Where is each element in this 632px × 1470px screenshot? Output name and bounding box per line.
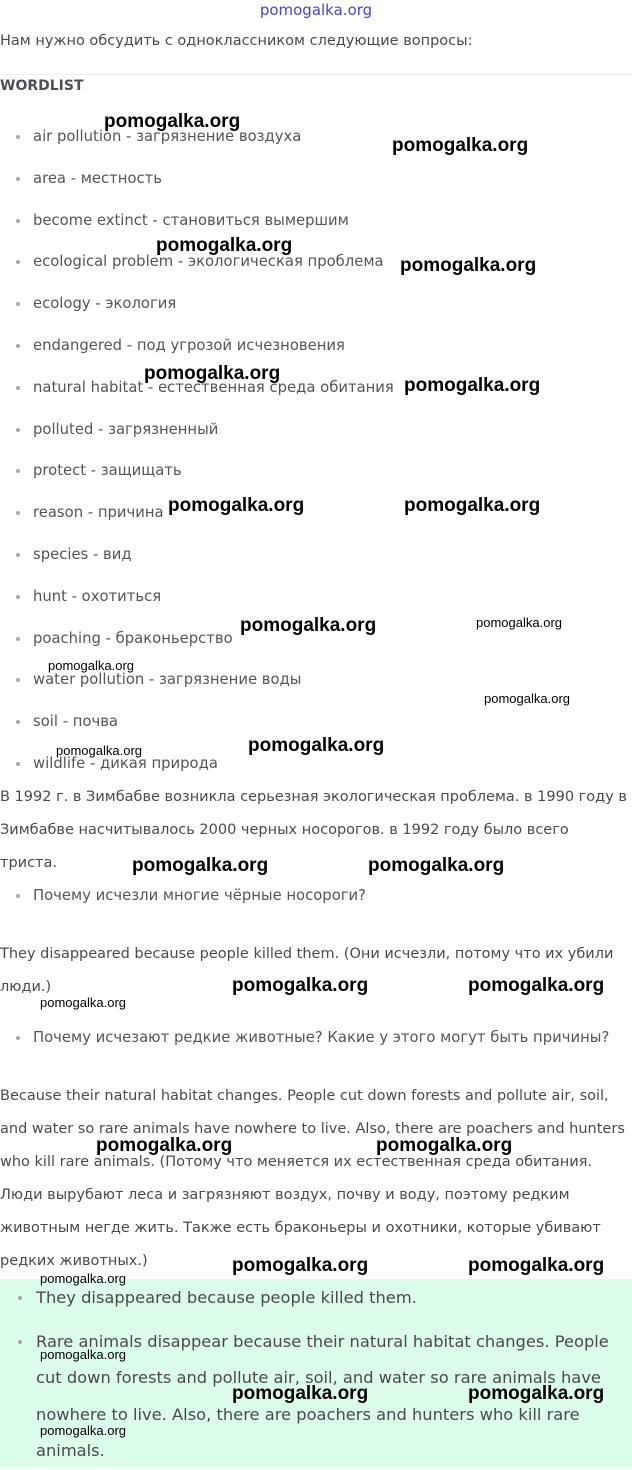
bullet-icon bbox=[16, 260, 20, 264]
watermark: pomogalka.org bbox=[168, 495, 305, 516]
list-item bbox=[0, 201, 632, 243]
watermark: pomogalka.org bbox=[156, 235, 293, 256]
bullet-icon bbox=[16, 511, 20, 515]
divider bbox=[0, 74, 632, 75]
wordlist-item-text: become extinct - становиться вымершим bbox=[33, 211, 349, 229]
wordlist-item-text: area - местность bbox=[33, 169, 162, 187]
answer-summary-list bbox=[0, 1279, 632, 1470]
watermark: pomogalka.org bbox=[232, 975, 369, 996]
wordlist-item-text: wildlife - дикая природа bbox=[33, 754, 218, 772]
watermark: pomogalka.org bbox=[368, 855, 505, 876]
bullet-icon bbox=[16, 720, 20, 724]
wordlist-item-text: ecological problem - экологическая проблема bbox=[33, 253, 384, 271]
list-item bbox=[0, 577, 632, 619]
list-item bbox=[0, 284, 632, 326]
bullet-icon bbox=[16, 302, 20, 306]
bullet-icon bbox=[16, 595, 20, 599]
watermark: pomogalka.org bbox=[484, 691, 570, 706]
watermark: pomogalka.org bbox=[404, 375, 541, 396]
watermark: pomogalka.org bbox=[400, 255, 537, 276]
list-item bbox=[0, 535, 632, 577]
intro-text: Нам нужно обсудить с одноклассником следующие вопросы: bbox=[0, 33, 473, 49]
bullet-icon bbox=[16, 469, 20, 473]
list-item bbox=[0, 242, 632, 284]
watermark: pomogalka.org bbox=[240, 615, 377, 636]
watermark: pomogalka.org bbox=[40, 1347, 126, 1362]
wordlist-item-text: protect - защищать bbox=[33, 462, 182, 480]
wordlist bbox=[0, 117, 632, 786]
list-item bbox=[0, 410, 632, 452]
watermark: pomogalka.org bbox=[40, 995, 126, 1010]
wordlist-item-text: natural habitat - естественная среда обитания bbox=[33, 378, 394, 396]
bullet-icon bbox=[16, 1036, 20, 1040]
bullet-icon bbox=[16, 894, 20, 898]
question-text: Почему исчезли многие чёрные носороги? bbox=[33, 887, 366, 904]
list-item bbox=[0, 117, 632, 159]
question-text: Почему исчезают редкие животные? Какие у этого могут быть причины? bbox=[33, 1029, 610, 1046]
question-item bbox=[0, 886, 632, 906]
answer-paragraph: Because their natural habitat changes. People cut down forests and pollute air, soil, and water so rare animals have nowhere to live. Also, there are poachers and hunters who kill rare animals. (Потому что меняется их естественная среда обитания. Люди вырубают леса и загрязняют воздух, почву и воду, поэтому редким животным негде жить. Также есть браконьеры и охотники, которые убивают редких животных.) bbox=[0, 1088, 625, 1269]
watermark: pomogalka.org bbox=[144, 363, 281, 384]
site-header-link[interactable]: pomogalka.org bbox=[259, 1, 373, 19]
wordlist-item-text: poaching - браконьерство bbox=[33, 629, 233, 647]
watermark: pomogalka.org bbox=[104, 111, 241, 132]
bullet-icon bbox=[16, 219, 20, 223]
watermark: pomogalka.org bbox=[96, 1135, 233, 1156]
watermark: pomogalka.org bbox=[48, 658, 134, 673]
wordlist-heading: WORDLIST bbox=[0, 78, 84, 94]
watermark: pomogalka.org bbox=[40, 1271, 126, 1286]
wordlist-item-text: soil - почва bbox=[33, 713, 118, 731]
summary-text: Rare animals disappear because their natural habitat changes. People cut down forests and pollute air, soil, and water so rare animals have nowhere to live. Also, there are poachers and hunters who kill rare animals. bbox=[36, 1331, 609, 1460]
wordlist-item-text: reason - причина bbox=[33, 504, 164, 522]
bullet-icon bbox=[18, 1340, 22, 1344]
wordlist-item-text: water pollution - загрязнение воды bbox=[33, 671, 302, 689]
list-item bbox=[0, 451, 632, 493]
watermark: pomogalka.org bbox=[248, 735, 385, 756]
bullet-icon bbox=[16, 386, 20, 390]
summary-text: They disappeared because people killed them. bbox=[36, 1288, 417, 1307]
intro-paragraph: В 1992 г. в Зимбабве возникла серьезная экологическая проблема. в 1990 году в Зимбабве насчитывалось 2000 черных носорогов. в 1992 году было всего триста. bbox=[0, 789, 627, 871]
bullet-icon bbox=[16, 428, 20, 432]
bullet-icon bbox=[16, 177, 20, 181]
watermark: pomogalka.org bbox=[468, 1383, 605, 1404]
bullet-icon bbox=[16, 344, 20, 348]
wordlist-item-text: hunt - охотиться bbox=[33, 587, 162, 605]
watermark: pomogalka.org bbox=[404, 495, 541, 516]
watermark: pomogalka.org bbox=[476, 615, 562, 630]
bullet-icon bbox=[16, 762, 20, 766]
wordlist-item-text: air pollution - загрязнение воздуха bbox=[33, 128, 302, 145]
wordlist-item-text: endangered - под угрозой исчезновения bbox=[33, 336, 345, 354]
watermark: pomogalka.org bbox=[376, 1135, 513, 1156]
bullet-icon bbox=[16, 678, 20, 682]
answer-summary-box bbox=[0, 1279, 632, 1467]
watermark: pomogalka.org bbox=[468, 1255, 605, 1276]
watermark: pomogalka.org bbox=[392, 135, 529, 156]
watermark: pomogalka.org bbox=[232, 1255, 369, 1276]
watermark: pomogalka.org bbox=[56, 743, 142, 758]
answer-paragraph: They disappeared because people killed them. (Они исчезли, потому что их убили люди.) bbox=[0, 946, 614, 995]
question-item bbox=[0, 1028, 632, 1048]
bullet-icon bbox=[18, 1296, 22, 1300]
watermark: pomogalka.org bbox=[132, 855, 269, 876]
list-item bbox=[0, 159, 632, 201]
list-item bbox=[0, 326, 632, 368]
wordlist-item-text: species - вид bbox=[33, 545, 132, 563]
watermark: pomogalka.org bbox=[232, 1383, 369, 1404]
watermark: pomogalka.org bbox=[468, 975, 605, 996]
bullet-icon bbox=[16, 553, 20, 557]
wordlist-item-text: ecology - экология bbox=[33, 295, 177, 313]
watermark: pomogalka.org bbox=[40, 1423, 126, 1438]
wordlist-item-text: polluted - загрязненный bbox=[33, 420, 219, 438]
bullet-icon bbox=[16, 135, 20, 139]
bullet-icon bbox=[16, 637, 20, 641]
